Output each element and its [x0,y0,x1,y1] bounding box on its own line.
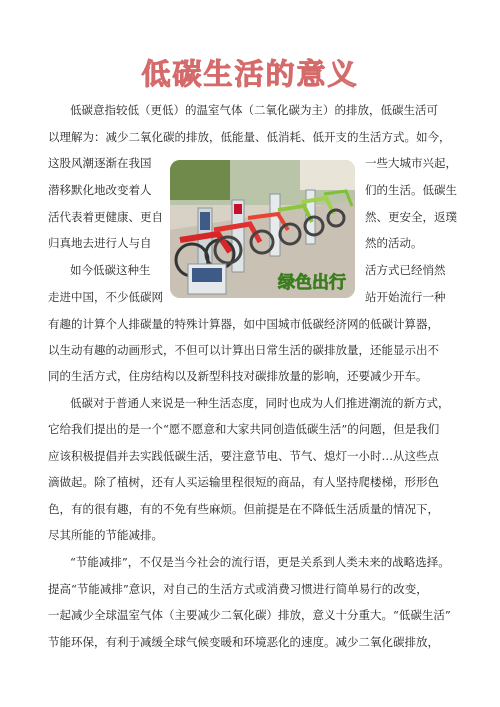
paragraph-line: 以理解为：减少二氧化碳的排放，低能量、低消耗、低开支的生活方式。如今， [48,130,451,144]
paragraph-line: 它给我们提出的是一个“愿不愿意和大家共同创造低碳生活”的问题，但是我们 [48,422,440,436]
document-title: 低碳生活的意义 [141,57,359,91]
paragraph-line: 这股风潮逐渐在我国 [48,156,152,170]
paragraph-line: 潜移默化地改变着人 [48,183,152,197]
paragraph-line: “节能减排”，不仅是当今社会的流行语，更是关系到人类未来的战略选择。 [70,555,450,569]
paragraph-line: 尽其所能的节能减排。 [48,528,163,542]
paragraph-line: 应该积极提倡并去实践低碳生活，要注意节电、节气、熄灯一小时…从这些点 [48,449,439,463]
paragraph-line: 滴做起。除了植树，还有人买运输里程很短的商品，有人坚持爬楼梯，形形色 [48,475,439,489]
paragraph-line: 色，有的很有趣，有的不免有些麻烦。但前提是在不降低生活质量的情况下， [48,502,439,516]
paragraph-line: 节能环保，有利于减缓全球气候变暖和环境恶化的速度。减少二氧化碳排放， [48,635,439,649]
paragraph-line: 站开始流行一种 [365,290,446,304]
paragraph-line: 有趣的计算个人排碳量的特殊计算器，如中国城市低碳经济网的低碳计算器， [48,317,439,331]
bike-share-photo [170,160,355,298]
paragraph-line: 归真地去进行人与自 [48,236,152,250]
paragraph-line: 同的生活方式，住房结构以及新型科技对碳排放量的影响，还要减少开车。 [48,369,428,383]
photo-caption: 绿色出行 [278,273,346,293]
paragraph-line: 提高“节能减排”意识，对自己的生活方式或消费习惯进行简单易行的改变， [48,582,428,596]
paragraph-line: 一些大城市兴起， [365,156,457,170]
paragraph-line: 低碳对于普通人来说是一种生活态度，同时也成为人们推进潮流的新方式， [70,396,450,410]
paragraph-line: 们的生活。低碳生 [365,183,457,197]
paragraph-line: 以生动有趣的动画形式，不但可以计算出日常生活的碳排放量，还能显示出不 [48,343,439,357]
paragraph-line: 活方式已经悄然 [365,263,446,277]
paragraph-line: 低碳意指较低（更低）的温室气体（二氧化碳为主）的排放，低碳生活可 [70,103,438,117]
paragraph-line: 然、更安全，返璞 [365,210,457,224]
paragraph-line: 一起减少全球温室气体（主要减少二氧化碳）排放，意义十分重大。“低碳生活” [48,608,451,622]
paragraph-line: 活代表着更健康、更自 [48,210,163,224]
paragraph-line: 走进中国，不少低碳网 [48,290,163,304]
paragraph-line: 然的活动。 [365,236,423,250]
paragraph-line: 如今低碳这种生 [70,263,151,277]
